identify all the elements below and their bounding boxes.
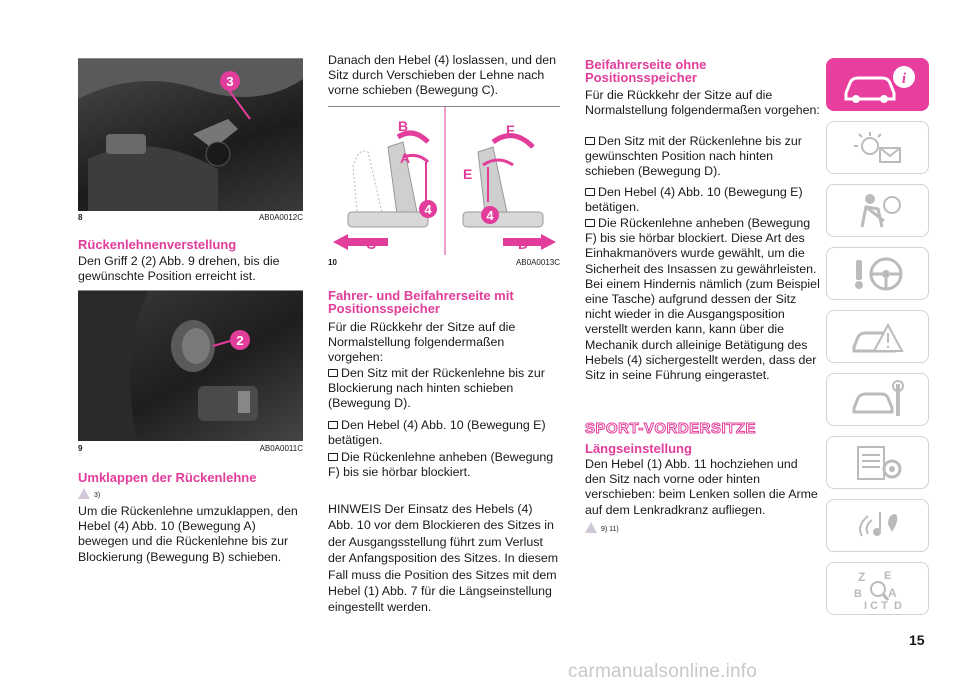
seat-lever-illustration bbox=[78, 59, 303, 211]
emergency-warning-icon bbox=[848, 317, 908, 357]
bullet-item: Die Rückenlehne anheben (Bewegung F) bis sie hörbar blockiert. bbox=[328, 450, 560, 480]
multimedia-icon bbox=[848, 506, 908, 546]
bullet-item: Den Hebel (4) Abb. 10 (Bewegung E) betätigen. bbox=[328, 418, 560, 448]
warning-reference bbox=[78, 488, 100, 499]
car-info-icon bbox=[838, 63, 918, 107]
label-f: F bbox=[506, 122, 515, 138]
steering-start-icon bbox=[848, 254, 908, 294]
heading-umklappen: Umklappen der Rückenlehne bbox=[78, 470, 257, 485]
figure-8-caption bbox=[78, 213, 303, 222]
figure-9-code: AB0A0011C bbox=[259, 444, 303, 453]
figure-10-image bbox=[328, 106, 560, 255]
figure-8-code: AB0A0012C bbox=[258, 213, 303, 222]
figure-9-image bbox=[78, 290, 303, 441]
dashboard-lights-icon bbox=[848, 128, 908, 168]
figure-10-number: 10 bbox=[328, 258, 337, 267]
bullet-item: Die Rückenlehne anheben (Bewegung F) bis sie hörbar blockiert. Diese Art des Einhakmanövers wurde gewählt, um die Sicherheit des Insassen zu gewährleisten. Bei einem Hindernis nämlich (zum Beispiel eine Tasche) aufgrund dessen der Sitz nicht wieder in die Ausgangsposition verstellt werden kann, kann über die Mechanik durch alleinige Betätigung des Hebels (4) sichergestellt werden, dass der Sitz in seine Führung eingerastet. bbox=[585, 216, 820, 383]
maintenance-wrench-icon bbox=[848, 380, 908, 420]
tab-dashboard[interactable] bbox=[826, 121, 929, 174]
paragraph-intro: Danach den Hebel (4) loslassen, und den Sitz durch Verschieben der Lehne nach vorne schieben (Bewegung C). bbox=[328, 53, 556, 98]
heading-beifahrerseite: Beifahrerseite ohne Positionsspeicher bbox=[585, 57, 707, 85]
figure-10-code: AB0A0013C bbox=[515, 258, 560, 267]
tab-multimedia[interactable] bbox=[826, 499, 929, 552]
label-4-left: 4 bbox=[424, 202, 432, 217]
tab-car-info[interactable] bbox=[826, 58, 929, 111]
tab-technical-data[interactable] bbox=[826, 436, 929, 489]
paragraph-rueckenlehnenverstellung: Den Griff 2 (2) Abb. 9 drehen, bis die gewünschte Position erreicht ist. bbox=[78, 254, 280, 284]
svg-text:A: A bbox=[887, 585, 897, 600]
paragraph-umklappen: Um die Rückenlehne umzuklappen, den Hebel (4) Abb. 10 (Bewegung A) bewegen und die Rückenlehne bis zur Blockierung (Bewegung B) schieben. bbox=[78, 504, 298, 564]
label-e: E bbox=[463, 166, 473, 182]
warning-ref-text: 9) 11) bbox=[601, 526, 619, 533]
heading-laengseinstellung: Längseinstellung bbox=[585, 441, 692, 456]
label-b: B bbox=[398, 118, 409, 134]
paragraph-laengseinstellung: Den Hebel (1) Abb. 11 hochziehen und den Sitz nach vorne oder hinten verschieben: beim Lenken sollen die Arme auf dem Lenkradkranz aufliegen. bbox=[585, 457, 818, 517]
warning-triangle-icon bbox=[78, 488, 90, 499]
tab-safety[interactable] bbox=[826, 184, 929, 237]
bullet-item: Den Hebel (4) Abb. 10 (Bewegung E) betätigen. bbox=[585, 185, 820, 215]
seat-movement-diagram bbox=[328, 107, 560, 255]
index-az-icon bbox=[848, 567, 908, 611]
bullet-item: Den Sitz mit der Rückenlehne bis zur Blockierung nach hinten schieben (Bewegung D). bbox=[328, 366, 560, 412]
figure-10-caption bbox=[328, 258, 560, 267]
svg-text:i: i bbox=[901, 70, 906, 87]
paragraph-fahrer: Für die Rückkehr der Sitze auf die Normalstellung folgendermaßen vorgehen: bbox=[328, 320, 516, 365]
svg-text:B: B bbox=[853, 587, 862, 600]
tab-maintenance[interactable] bbox=[826, 373, 929, 426]
paragraph-hinweis: HINWEIS Der Einsatz des Hebels (4) Abb. 10 vor dem Blockieren des Sitzes in der Ausgangsstellung führt zum Verlust der Anfangsposition des Sitzes. In diesem Fall muss die Position des Sitzes mit dem Hebel (1) Abb. 7 für die Längseinstellung eingestellt werden. bbox=[328, 502, 559, 615]
figure-8-callout: 3 bbox=[226, 74, 234, 89]
figure-9-callout: 2 bbox=[236, 333, 244, 348]
label-4-right: 4 bbox=[486, 208, 494, 223]
label-c: C bbox=[366, 236, 377, 252]
warning-reference bbox=[585, 522, 619, 533]
warning-triangle-icon bbox=[585, 522, 597, 533]
svg-text:I C T: I C T bbox=[863, 599, 888, 611]
page-number: 15 bbox=[909, 632, 925, 648]
figure-9-caption bbox=[78, 444, 303, 453]
figure-9-number: 9 bbox=[78, 444, 83, 453]
svg-text:Z: Z bbox=[857, 569, 865, 584]
svg-text:D: D bbox=[893, 599, 902, 611]
bullet-item: Den Sitz mit der Rückenlehne bis zur gewünschten Position nach hinten schieben (Bewegung D). bbox=[585, 134, 820, 180]
heading-rueckenlehnenverstellung: Rückenlehnenverstellung bbox=[78, 237, 237, 252]
label-a: A bbox=[400, 150, 411, 166]
paragraph-beifahrerseite: Für die Rückkehr der Sitze auf die Normalstellung folgendermaßen vorgehen: bbox=[585, 88, 820, 118]
airbag-safety-icon bbox=[848, 191, 908, 231]
tab-starting-driving[interactable] bbox=[826, 247, 929, 300]
tab-index[interactable] bbox=[826, 562, 929, 615]
figure-8-number: 8 bbox=[78, 213, 83, 222]
heading-fahrer-beifahrer: Fahrer- und Beifahrerseite mit Positionsspeicher bbox=[328, 288, 514, 316]
backrest-knob-illustration bbox=[78, 291, 303, 441]
technical-data-icon bbox=[848, 443, 908, 483]
svg-text:E: E bbox=[883, 569, 891, 582]
tab-emergency[interactable] bbox=[826, 310, 929, 363]
watermark: carmanualsonline.info bbox=[568, 661, 758, 682]
warning-ref-text: 3) bbox=[94, 492, 101, 499]
figure-8-image bbox=[78, 58, 303, 211]
heading-sport-vordersitze: SPORT-VORDERSITZE bbox=[585, 420, 757, 437]
label-d: D bbox=[518, 236, 529, 252]
